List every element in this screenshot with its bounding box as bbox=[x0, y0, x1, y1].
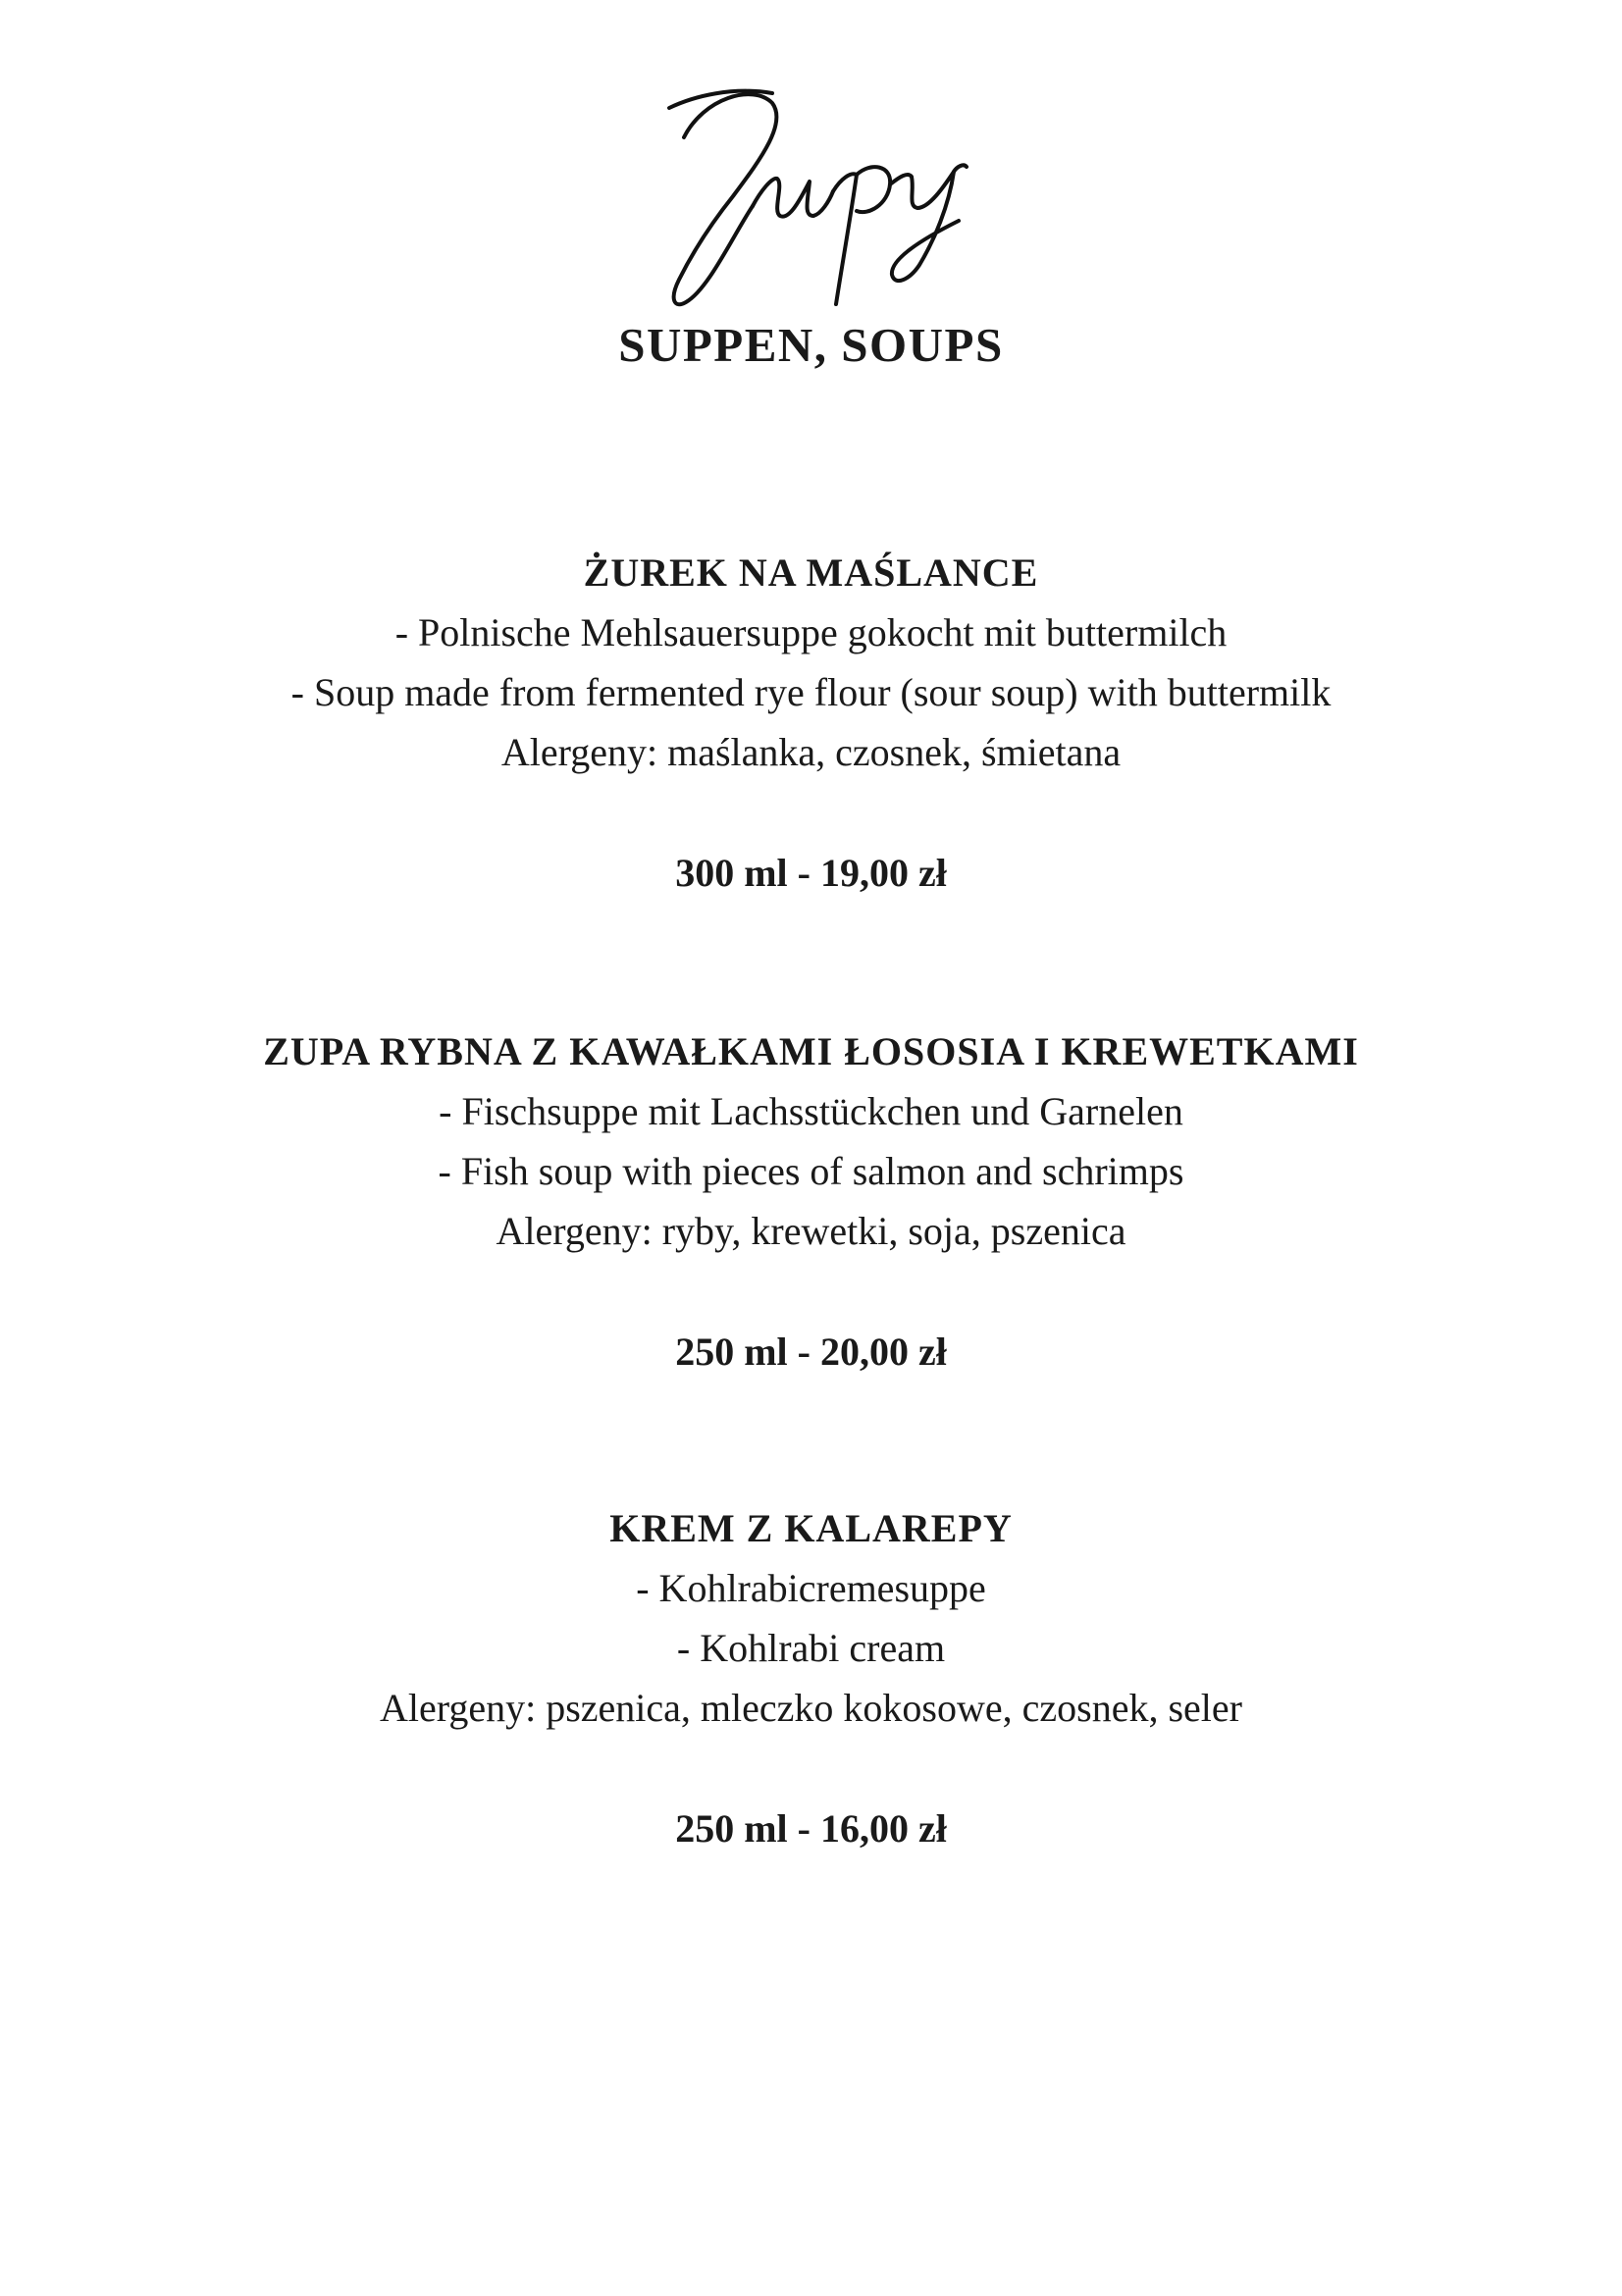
item-name: ZUPA RYBNA Z KAWAŁKAMI ŁOSOSIA I KREWETKAMI bbox=[263, 1029, 1359, 1073]
item-price: 250 ml - 20,00 zł bbox=[675, 1330, 947, 1374]
item-description-de: - Kohlrabicremesuppe bbox=[636, 1566, 986, 1610]
menu-header bbox=[0, 69, 1622, 372]
item-description-en: - Kohlrabi cream bbox=[676, 1626, 946, 1670]
menu-item-zurek bbox=[0, 543, 1622, 903]
menu-item-zupa-rybna bbox=[0, 1021, 1622, 1382]
item-price: 250 ml - 16,00 zł bbox=[675, 1806, 947, 1851]
item-allergens: Alergeny: maślanka, czosnek, śmietana bbox=[500, 730, 1122, 774]
item-name: KREM Z KALAREPY bbox=[609, 1506, 1013, 1550]
item-description-de: - Fischsuppe mit Lachsstückchen und Garnelen bbox=[439, 1089, 1183, 1133]
menu-item-krem-z-kalarepy bbox=[0, 1498, 1622, 1858]
item-price: 300 ml - 19,00 zł bbox=[675, 851, 947, 895]
menu-subtitle: SUPPEN, SOUPS bbox=[618, 318, 1004, 372]
item-description-en: - Soup made from fermented rye flour (sour soup) with buttermilk bbox=[290, 670, 1332, 714]
item-description-en: - Fish soup with pieces of salmon and schrimps bbox=[438, 1149, 1184, 1193]
item-allergens: Alergeny: ryby, krewetki, soja, pszenica bbox=[496, 1209, 1126, 1253]
item-allergens: Alergeny: pszenica, mleczko kokosowe, czosnek, seler bbox=[380, 1686, 1242, 1730]
item-description-de: - Polnische Mehlsauersuppe gokocht mit buttermilch bbox=[394, 610, 1228, 654]
script-title-zupy bbox=[625, 69, 998, 324]
item-name: ŻUREK NA MAŚLANCE bbox=[583, 550, 1039, 595]
